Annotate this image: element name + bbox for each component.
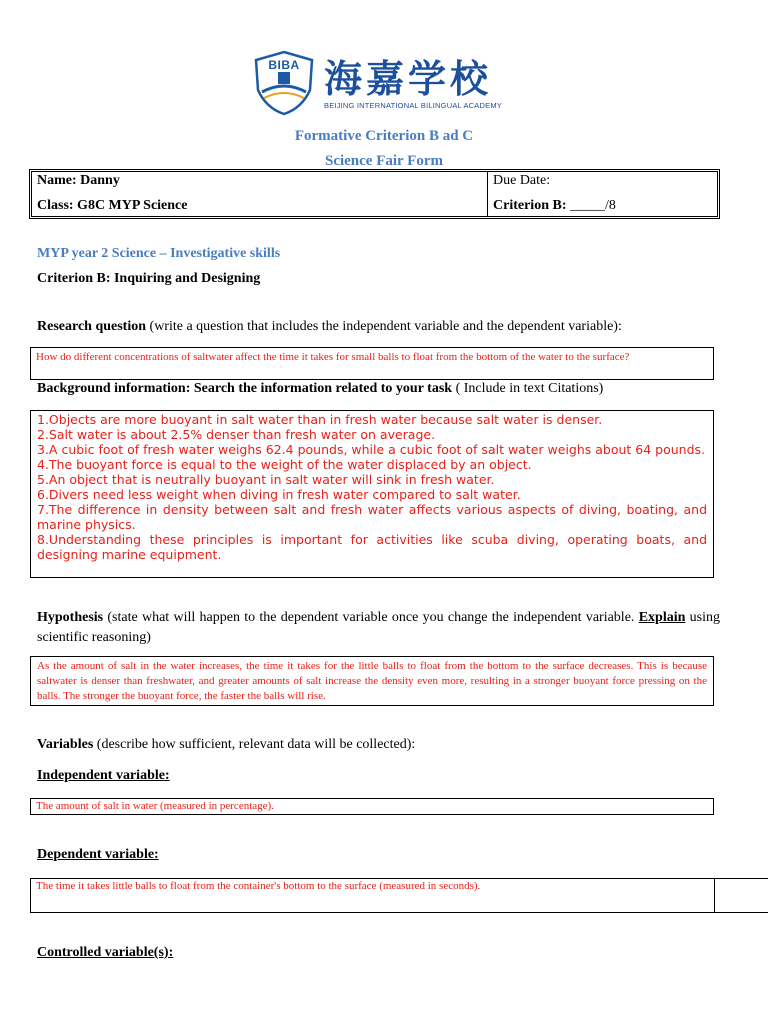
criterion-label: Criterion B: <box>493 198 567 213</box>
dependent-variable-label: Dependent variable: <box>37 847 159 862</box>
background-instruction: ( Include in text Citations) <box>452 381 604 396</box>
research-question-answer: How do different concentrations of saltwater affect the time it takes for small balls to float from the bottom of the water to the surface? <box>36 351 630 363</box>
due-date-label: Due Date: <box>493 173 551 188</box>
hypothesis-instruction: (state what will happen to the dependent variable once you change the independent variable. <box>103 610 635 625</box>
explain-label: Explain <box>638 610 686 625</box>
background-item: 2.Salt water is about 2.5% denser than fresh water on average. <box>37 427 436 442</box>
research-question-instruction: (write a question that includes the independent variable and the dependent variable): <box>146 319 622 334</box>
background-item: 4.The buoyant force is equal to the weight of the water displaced by an object. <box>37 457 532 472</box>
independent-variable-label: Independent variable: <box>37 768 170 783</box>
independent-variable-box[interactable] <box>30 798 714 815</box>
research-question-label: Research question <box>37 319 147 334</box>
hypothesis-answer: As the amount of salt in the water increases, the time it takes for the little balls to float from the bottom to the surface decreases. This is because saltwater is denser than freshwater, and greater amounts of salt increase the density even more, resulting in a stronger buoyant force pressing on the balls. The stronger the buoyant force, the faster the balls will rise. <box>37 660 707 702</box>
student-name: Name: Danny <box>37 173 120 188</box>
background-item: 3.A cubic foot of fresh water weighs 62.4 pounds, while a cubic foot of salt water weighs about 64 pounds. <box>37 442 706 457</box>
hypothesis-prompt <box>37 608 720 648</box>
background-item: 7.The difference in density between salt and fresh water affects various aspects of diving, boating, and marine physics. <box>37 502 707 532</box>
table-divider <box>487 172 488 216</box>
myp-heading: MYP year 2 Science – Investigative skills <box>37 246 281 261</box>
background-item: 1.Objects are more buoyant in salt water than in fresh water because salt water is denser. <box>37 412 603 427</box>
controlled-variables-label: Controlled variable(s): <box>37 945 174 960</box>
criterion-score <box>493 198 616 214</box>
criterion-heading: Criterion B: Inquiring and Designing <box>37 271 261 286</box>
background-prompt <box>37 381 603 397</box>
dependent-variable-answer: The time it takes little balls to float from the container's bottom to the surface (measured in seconds). <box>36 880 481 892</box>
background-item: 5.An object that is neutrally buoyant in salt water will sink in fresh water. <box>37 472 495 487</box>
variables-label: Variables <box>37 737 94 752</box>
background-item: 8.Understanding these principles is important for activities like scuba diving, operating boats, and designing marine equipment. <box>37 532 707 562</box>
variables-instruction: (describe how sufficient, relevant data will be collected): <box>93 737 416 752</box>
background-item: 6.Divers need less weight when diving in fresh water compared to salt water. <box>37 487 521 502</box>
school-logo <box>252 50 512 120</box>
independent-variable-answer: The amount of salt in water (measured in percentage). <box>36 800 274 812</box>
hypothesis-answer-box[interactable] <box>30 656 714 706</box>
student-class: Class: G8C MYP Science <box>37 198 188 213</box>
form-title: Formative Criterion B ad C <box>294 128 474 144</box>
background-answer-box[interactable] <box>30 410 714 578</box>
dependent-variable-box[interactable] <box>30 878 715 913</box>
form-subtitle: Science Fair Form <box>324 153 443 169</box>
explain-instruction: using scientific reasoning) <box>37 610 721 645</box>
logo-chinese-name: 海嘉学校 <box>324 56 493 101</box>
variables-prompt <box>37 737 415 753</box>
research-question-answer-box[interactable] <box>30 347 714 380</box>
research-question-prompt <box>37 319 622 335</box>
background-label: Background information: Search the information related to your task <box>37 381 453 396</box>
crest-text: BIBA <box>268 58 300 72</box>
criterion-score-value: _____/8 <box>566 198 616 213</box>
dependent-variable-side-cell <box>714 878 768 913</box>
hypothesis-label: Hypothesis <box>37 610 104 625</box>
student-info-table <box>29 169 720 219</box>
logo-english-name: BEIJING INTERNATIONAL BILINGUAL ACADEMY <box>324 101 502 110</box>
